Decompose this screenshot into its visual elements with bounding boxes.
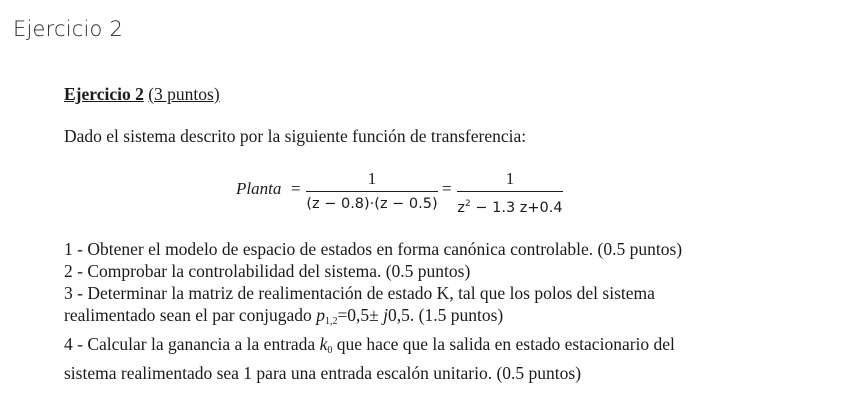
formula-lhs: Planta [236,179,282,198]
fraction-1-denominator: (z − 0.8)·(z − 0.5) [306,196,438,212]
task-line: 1 - Obtener el modelo de espacio de estados en forma canónica controlable. (0.5 puntos) [64,239,683,259]
formula-equals-1: = [291,179,301,198]
page-title: Ejercicio 2 [13,17,124,41]
gain-subscript: 0 [327,345,333,356]
task-line-text-end: 0,5. (1.5 puntos) [388,305,504,325]
exercise-heading [64,84,220,105]
task-line-text: 4 - Calcular la ganancia a la entrada [64,334,320,354]
task-line: sistema realimentado sea 1 para una entrada escalón unitario. (0.5 puntos) [64,363,582,383]
fraction-2-denominator [457,192,563,216]
fraction-1-numerator: 1 [367,169,377,188]
pole-symbol: p [316,305,325,325]
task-list [64,238,804,384]
gain-symbol: k [319,334,328,354]
imaginary-unit: j [383,305,389,325]
exercise-points: (3 puntos) [148,84,220,104]
pole-subscript: 1,2 [324,316,338,327]
task-line [64,333,804,362]
formula-equals-2: = [442,179,452,198]
task-line: 3 - Determinar la matriz de realimentación de estado K, tal que los polos del sistema [64,283,655,303]
fraction-2-den-exponent: 2 [465,199,471,209]
exercise-intro: Dado el sistema descrito por la siguiente función de transferencia: [64,126,527,146]
transfer-function-formula [236,168,576,218]
task-line [64,304,804,333]
formula-fraction-1 [306,168,438,216]
task-line: 2 - Comprobar la controlabilidad del sistema. (0.5 puntos) [64,261,471,281]
fraction-2-den-z: z [457,199,466,216]
exercise-heading-title: Ejercicio 2 [64,84,144,104]
fraction-2-den-rest: − 1.3 z+0.4 [470,199,563,216]
task-line-text-end: que hace que la salida en estado estacionario del [332,334,675,354]
pole-value: =0,5± [337,305,384,325]
formula-fraction-2 [457,168,563,216]
fraction-2-numerator: 1 [505,169,515,188]
task-line-text: realimentado sean el par conjugado [64,305,317,325]
